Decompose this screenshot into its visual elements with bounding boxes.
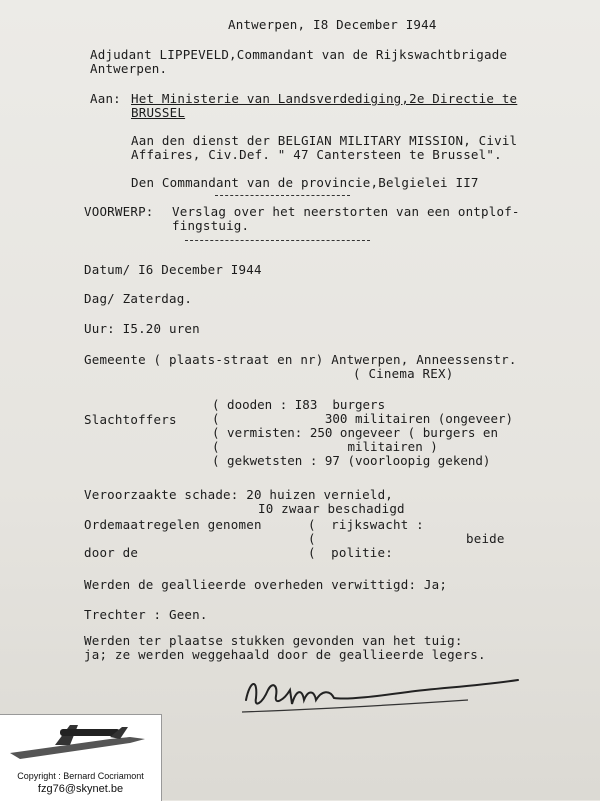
victims-label: Slachtoffers (84, 412, 177, 427)
sender-line-2: Antwerpen. (90, 61, 168, 76)
damage-line-2: I0 zwaar beschadigd (258, 501, 405, 516)
addressee-line-1: Het Ministerie van Landsverdediging,2e Directie te (131, 91, 518, 106)
copyright-watermark (0, 714, 162, 801)
victims-row: ( 300 militairen (ongeveer) (212, 411, 514, 426)
pieces-line-2: ja; ze werden weggehaald door de geallieerde legers. (84, 647, 486, 662)
measures-label-2: door de (84, 545, 139, 560)
crater-line: Trechter : Geen. (84, 607, 208, 622)
addressee-line-5: Den Commandant van de provincie,Belgielei II7 (131, 175, 479, 190)
addressee-line-2: BRUSSEL (131, 105, 186, 120)
measures-both: beide (466, 531, 505, 546)
place-date: Antwerpen, I8 December I944 (228, 17, 437, 32)
divider-dash (185, 240, 370, 241)
measures-bracket-2: ( (308, 531, 316, 546)
addressee-label: Aan: (90, 91, 121, 106)
date-line: Datum/ I6 December I944 (84, 262, 262, 277)
copyright-email: fzg76@skynet.be (37, 783, 124, 795)
sender-line-1: Adjudant LIPPEVELD,Commandant van de Rijkswachtbrigade (90, 47, 508, 62)
addressee-line-4: Affaires, Civ.Def. " 47 Cantersteen te Brussel". (131, 147, 502, 162)
v1-flying-bomb-icon (0, 715, 161, 771)
victims-row: ( militairen ) (212, 439, 438, 454)
copyright-text: Copyright : Bernard Cocriamont (17, 771, 144, 781)
subject-line-1: Verslag over het neerstorten van een ontplof- (172, 204, 520, 219)
measures-label-1: Ordemaatregelen genomen (84, 517, 262, 532)
pieces-line-1: Werden ter plaatse stukken gevonden van het tuig: (84, 633, 463, 648)
subject-line-2: fingstuig. (172, 218, 250, 233)
addressee-line-3: Aan den dienst der BELGIAN MILITARY MISSION, Civil (131, 133, 518, 148)
day-line: Dag/ Zaterdag. (84, 291, 193, 306)
measures-bracket-1: ( rijkswacht : (308, 517, 424, 532)
municipality-line-2: ( Cinema REX) (353, 366, 454, 381)
subject-label: VOORWERP: (84, 204, 154, 219)
hour-line: Uur: I5.20 uren (84, 321, 200, 336)
victims-row: ( gekwetsten : 97 (voorloopig gekend) (212, 453, 491, 468)
victims-row: ( vermisten: 250 ongeveer ( burgers en (212, 425, 498, 440)
handwritten-signature (238, 660, 528, 720)
municipality-line-1: Gemeente ( plaats-straat en nr) Antwerpen, Anneessenstr. (84, 352, 517, 367)
measures-bracket-3: ( politie: (308, 545, 393, 560)
victims-table (212, 398, 513, 468)
divider-dash (215, 195, 350, 196)
victims-row: ( dooden : I83 burgers (212, 397, 386, 412)
damage-line-1: Veroorzaakte schade: 20 huizen vernield, (84, 487, 394, 502)
allies-notified-line: Werden de geallieerde overheden verwittigd: Ja; (84, 577, 448, 592)
